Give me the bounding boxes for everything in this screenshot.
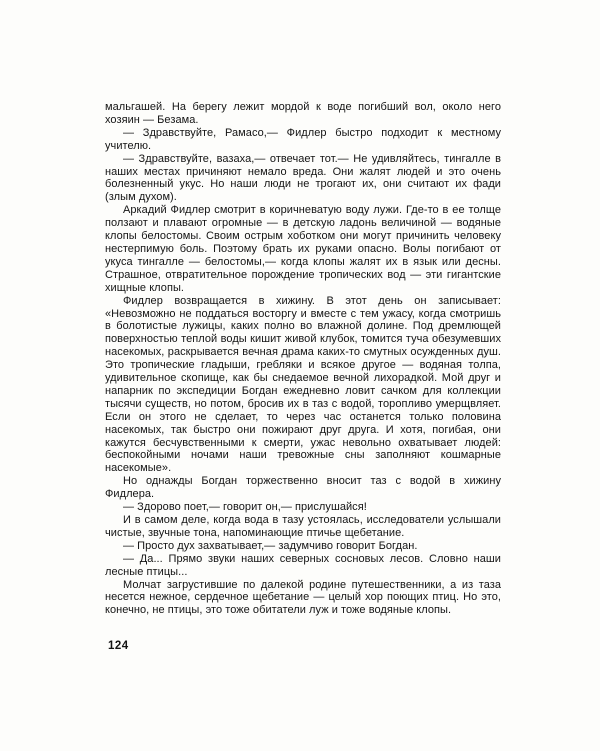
page-number: 124 [108,640,129,652]
paragraph-6: Но однажды Богдан торжественно вносит таз с водой в хижину Фидлера. [105,475,501,501]
paragraph-4: Аркадий Фидлер смотрит в коричневатую воду лужи. Где-то в ее толще ползают и плавают огромные — в детскую ладонь величиной — водяные клопы белостомы. Своим острым хоботком они могут причинить человеку нестерпимую боль. Поэтому брать их руками опасно. Волы погибают от укуса тингалле — белостомы,— когда клопы жалят их в язык или десны. Страшное, отвратительное порождение тропических вод — эти гигантские хищные клопы. [105,204,501,294]
text-column [105,101,501,617]
paragraph-7: — Здорово поет,— говорит он,— прислушайся! [123,501,367,514]
paragraph-5: Фидлер возвращается в хижину. В этот день он записывает: «Невозможно не поддаться восторгу и вместе с тем ужасу, когда смотришь в болотистые лужицы, каких полно во влажной долине. Под дремлющей поверхностью теплой воды кишит живой клубок, томится туча обезумевших насекомых, раскрывается вечная драма каких-то смутных осужденных душ. Это тропические гладыши, гребляки и всякое другое — водяная толпа, удивительное скопище, как бы снедаемое вечной лихорадкой. Мой друг и напарник по экспедиции Богдан ежедневно ловит сачком для коллекции тысячи существ, но потом, бросив их в таз с водой, торопливо умерщвляет. Если он этого не сделает, то через час останется только половина насекомых, так быстро они пожирают друг друга. И хотя, погибая, они кажутся бесчувственными к смерти, ужас невольно охватывает людей: беспокойными ночами наши тревожные сны заполняют кошмарные насекомые». [105,294,501,475]
paragraph-1: мальгашей. На берегу лежит мордой к воде погибший вол, около него хозяин — Безама. [105,101,501,126]
paragraph-2: — Здравствуйте, Рамасо,— Фидлер быстро подходит к местному учителю. [105,126,501,152]
paragraph-11: Молчат загрустившие по далекой родине путешественники, а из таза несется нежное, сердечное щебетание — целый хор поющих птиц. Но это, конечно, не птицы, это тоже обитатели луж и тоже водяные клопы. [105,578,501,617]
paragraph-9: — Просто дух захватывает,— задумчиво говорит Богдан. [123,539,418,552]
paragraph-8: И в самом деле, когда вода в тазу устоялась, исследователи услышали чистые, звучные тона, напоминающие птичье щебетание. [105,514,501,539]
paragraph-3: — Здравствуйте, вазаха,— отвечает тот.— Не удивляйтесь, тингалле в наших местах причиняют немало вреда. Они жалят людей и это очень болезненный укус. Но наши люди не трогают их, они считают их фади (злым духом). [105,152,501,204]
paragraph-10: — Да... Прямо звуки наших северных сосновых лесов. Словно наши лесные птицы... [105,552,501,578]
